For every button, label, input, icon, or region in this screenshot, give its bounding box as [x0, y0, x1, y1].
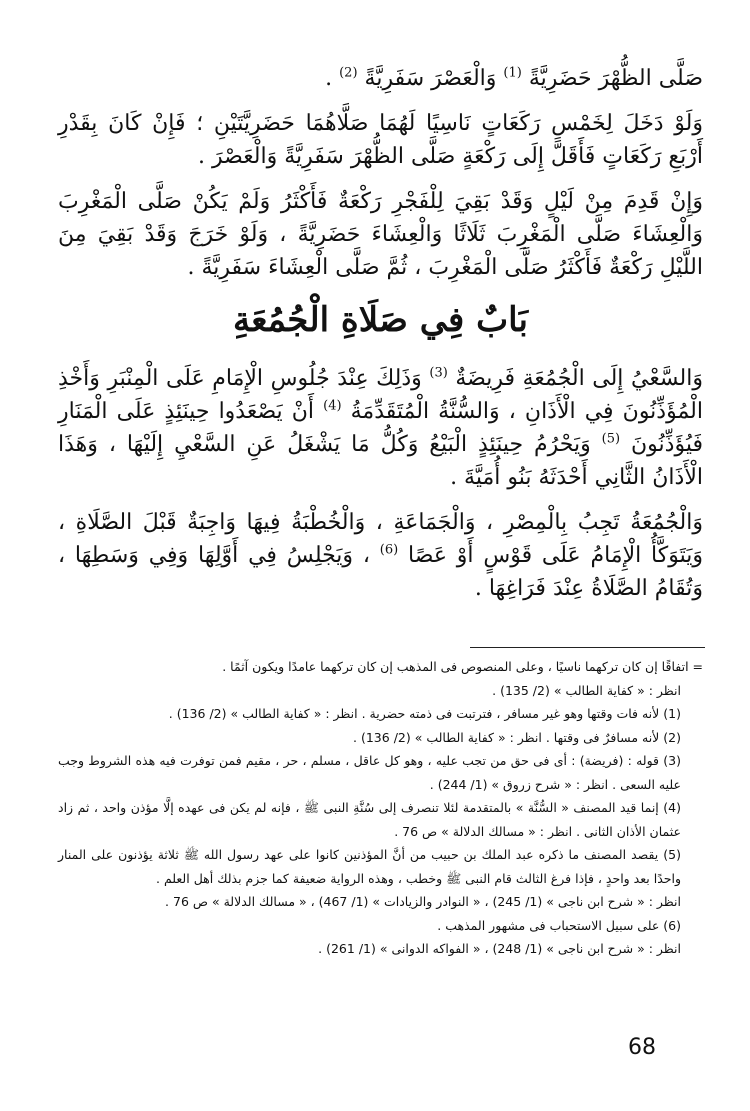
footnote-line: = اتفاقًا إن كان تركهما ناسيًا ، وعلى المنصوص فى المذهب إن كان تركهما عامدًا ويكون آثمًا .: [222, 659, 703, 674]
text-run: وَذَلِكَ عِنْدَ جُلُوسِ الْإِمَامِ عَلَى الْمِنْبَرِ وَأَخْذِ الْمُؤَذِّنُونَ فِي الْأَذَانِ ، وَالسُّنَّةُ الْمُتَقَدِّمَةُ: [58, 366, 703, 424]
footnote-line: (4) إنما قيد المصنف « السُّنَّة » بالمتقدمة لئلا تنصرف إلى سُنَّةِ النبى ﷺ ، فإنه لم يكن فى عهده إلَّا مؤذن واحد ، ثم زاد عثمان الأذان الثانى . انظر : « مسالك الدلالة » ص 76 .: [58, 800, 681, 839]
paragraph-4: [58, 362, 703, 494]
footnote-ref-5[interactable]: (5): [601, 431, 621, 447]
main-text: [58, 62, 703, 617]
text-run: ، وَيَجْلِسُ فِي أَوَّلِهَا وَفِي وَسَطِهَا ، وَتُقَامُ الصَّلَاةُ عِنْدَ فَرَاغِهَا .: [58, 543, 703, 601]
footnotes: [58, 655, 703, 961]
footnote-line: (1) لأنه فات وقتها وهو غير مسافر ، فترتبت فى ذمته حضرية . انظر : « كفاية الطالب » (2/ 136) .: [168, 706, 681, 721]
footnote-line: (2) لأنه مسافرٌ فى وقتها . انظر : « كفاية الطالب » (2/ 136) .: [353, 729, 681, 745]
text-run: صَلَّى الظُّهْرَ حَضَرِيَّةً: [521, 66, 703, 91]
footnote-line: (5) يقصد المصنف ما ذكره عبد الملك بن حبيب من أنَّ المؤذنين كانوا على عهد رسول الله ﷺ ثلاثة يؤذنون على المنار واحدًا بعد واحدٍ ، فإذا فرغ الثالث قام النبى ﷺ وخطب ، وهذه الرواية ضعيفة كما جزم بذلك أهل العلم .: [58, 847, 681, 886]
chapter-heading: بَابٌ فِي صَلَاةِ الْجُمُعَةِ: [233, 300, 528, 340]
footnote-line: (6) على سبيل الاستحباب فى مشهور المذهب .: [437, 917, 681, 933]
footnote-line: (3) قوله : (فريضة) : أى فى حق من تجب عليه ، وهو كل عاقل ، مسلم ، حر ، مقيم فمن توفرت فيه هذه الشروط وجب عليه السعى . انظر : « شرح زروق » (1/ 244) .: [58, 753, 681, 792]
footnote-ref-1[interactable]: (1): [503, 65, 522, 81]
paragraph-2: وَلَوْ دَخَلَ لِخَمْسِ رَكَعَاتٍ نَاسِيًا لَهُمَا صَلَّاهُمَا حَضَرِيَّتَيْنِ ؛ فَإِنْ كَانَ بِقَدْرِ أَرْبَعِ رَكَعَاتٍ فَأَقَلَّ إِلَى رَكْعَةٍ صَلَّى الظُّهْرَ سَفَرِيَّةً وَالْعَصْرَ .: [58, 111, 703, 169]
text-run: أَنْ يَصْعَدُوا حِينَئِذٍ عَلَى الْمَنَارِ فَيُؤَذِّنُونَ: [58, 399, 703, 457]
footnote-ref-2[interactable]: (2): [339, 65, 358, 81]
paragraph-3: وَإِنْ قَدِمَ مِنْ لَيْلٍ وَقَدْ بَقِيَ لِلْفَجْرِ رَكْعَةٌ فَأَكْثَرُ وَلَمْ يَكُنْ صَلَّى الْمَغْرِبَ وَالْعِشَاءَ صَلَّى الْمَغْرِبَ ثَلَاثًا وَالْعِشَاءَ حَضَرِيَّةً ، وَلَوْ خَرَجَ وَقَدْ بَقِيَ مِنَ اللَّيْلِ رَكْعَةٌ فَأَكْثَرُ صَلَّى الْمَغْرِبَ ، ثُمَّ صَلَّى الْعِشَاءَ سَفَرِيَّةً .: [58, 189, 703, 280]
paragraph-5: [58, 506, 703, 605]
text-run: وَالْجُمُعَةُ تَجِبُ بِالْمِصْرِ ، وَالْجَمَاعَةِ ، وَالْخُطْبَةُ فِيهَا وَاجِبَةٌ قَبْلَ الصَّلَاةِ ، وَيَتَوَكَّأُ الْإِمَامُ عَلَى قَوْسٍ أَوْ عَصًا: [58, 510, 703, 568]
text-run: .: [325, 66, 340, 91]
footnote-divider: [470, 647, 705, 648]
footnote-ref-6[interactable]: (6): [379, 542, 399, 558]
footnote-line: انظر : « شرح ابن ناجى » (1/ 245) ، « النوادر والزيادات » (1/ 467) ، « مسالك الدلالة » ص 76 .: [165, 894, 681, 909]
text-run: وَالسَّعْيُ إِلَى الْجُمُعَةِ فَرِيضَةٌ: [447, 366, 703, 391]
footnote-line: انظر : « شرح ابن ناجى » (1/ 248) ، « الفواكه الدوانى » (1/ 261) .: [318, 941, 681, 956]
footnote-ref-4[interactable]: (4): [323, 398, 342, 414]
text-run: وَيَحْرُمُ حِينَئِذٍ الْبَيْعُ وَكُلُّ مَا يَشْغَلُ عَنِ السَّعْيِ إِلَيْهَا ، وَهَذَا الْأَذَانُ الثَّانِي أَحْدَثَهُ بَنُو أُمَيَّةَ .: [58, 432, 703, 490]
footnote-ref-3[interactable]: (3): [429, 365, 448, 381]
page-number: 68: [628, 1035, 656, 1060]
footnote-line: انظر : « كفاية الطالب » (2/ 135) .: [492, 682, 681, 698]
text-run: وَالْعَصْرَ سَفَرِيَّةً: [357, 66, 504, 91]
paragraph-1: [58, 62, 703, 95]
